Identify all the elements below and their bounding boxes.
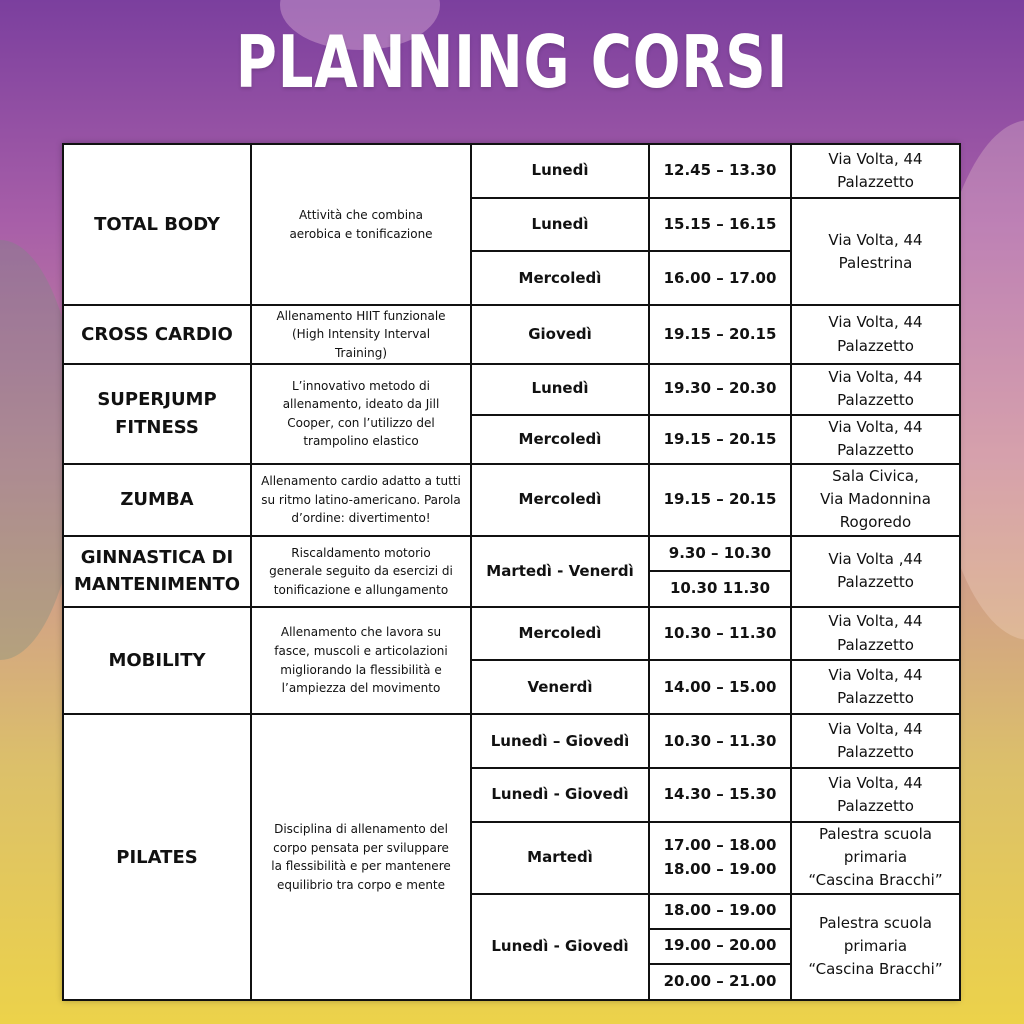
page-title: PLANNING CORSI <box>235 20 789 104</box>
session-place: Sala Civica, Via Madonnina Rogoredo <box>791 464 960 536</box>
session-time: 19.30 – 20.30 <box>649 364 791 415</box>
table-row <box>63 536 960 571</box>
session-time: 15.15 – 16.15 <box>649 198 791 251</box>
course-description: L’innovativo metodo di allenamento, ideato da Jill Cooper, con l’utilizzo del trampolino elastico <box>251 364 471 464</box>
course-name: SUPERJUMP FITNESS <box>63 364 251 464</box>
schedule-table <box>62 143 961 1001</box>
course-name: PILATES <box>63 714 251 1000</box>
schedule-sheet <box>62 143 959 1001</box>
session-place: Via Volta, 44 Palazzetto <box>791 768 960 821</box>
course-description: Riscaldamento motorio generale seguito da esercizi di tonificazione e allungamento <box>251 536 471 607</box>
session-place: Palestra scuola primaria “Cascina Bracchi” <box>791 894 960 1000</box>
session-place: Palestra scuola primaria “Cascina Bracchi” <box>791 822 960 894</box>
session-time: 19.15 – 20.15 <box>649 415 791 464</box>
session-place: Via Volta, 44 Palestrina <box>791 198 960 305</box>
session-place: Via Volta, 44 Palazzetto <box>791 607 960 660</box>
session-place: Via Volta, 44 Palazzetto <box>791 144 960 198</box>
course-description: Allenamento HIIT funzionale (High Intensity Interval Training) <box>251 305 471 363</box>
session-day: Mercoledì <box>471 415 649 464</box>
session-time: 10.30 – 11.30 <box>649 607 791 660</box>
course-description: Disciplina di allenamento del corpo pensata per sviluppare la flessibilità e per mantenere equilibrio tra corpo e mente <box>251 714 471 1000</box>
session-day: Venerdì <box>471 660 649 714</box>
session-day: Lunedì <box>471 198 649 251</box>
session-day: Martedì - Venerdì <box>471 536 649 607</box>
course-description: Allenamento che lavora su fasce, muscoli e articolazioni migliorando la flessibilità e l’ampiezza del movimento <box>251 607 471 714</box>
session-place: Via Volta, 44 Palazzetto <box>791 364 960 415</box>
session-time: 14.30 – 15.30 <box>649 768 791 821</box>
session-day: Lunedì - Giovedì <box>471 768 649 821</box>
session-time: 12.45 – 13.30 <box>649 144 791 198</box>
session-day: Lunedì - Giovedì <box>471 894 649 1000</box>
session-place: Via Volta, 44 Palazzetto <box>791 660 960 714</box>
session-time: 10.30 – 11.30 <box>649 714 791 768</box>
session-place: Via Volta, 44 Palazzetto <box>791 714 960 768</box>
table-row <box>63 607 960 660</box>
course-description: Allenamento cardio adatto a tutti su ritmo latino-americano. Parola d’ordine: divertimento! <box>251 464 471 536</box>
course-name: CROSS CARDIO <box>63 305 251 363</box>
session-time: 19.15 – 20.15 <box>649 464 791 536</box>
session-day: Mercoledì <box>471 607 649 660</box>
course-name: ZUMBA <box>63 464 251 536</box>
session-day: Lunedì – Giovedì <box>471 714 649 768</box>
session-time: 10.30 11.30 <box>649 571 791 607</box>
session-place: Via Volta ,44 Palazzetto <box>791 536 960 607</box>
course-description: Attività che combina aerobica e tonificazione <box>251 144 471 305</box>
session-time: 14.00 – 15.00 <box>649 660 791 714</box>
session-time: 18.00 – 19.00 <box>649 894 791 929</box>
session-place: Via Volta, 44 Palazzetto <box>791 415 960 464</box>
session-day: Martedì <box>471 822 649 894</box>
session-time: 20.00 – 21.00 <box>649 964 791 1000</box>
session-time: 9.30 – 10.30 <box>649 536 791 571</box>
table-row <box>63 464 960 536</box>
session-time: 19.00 – 20.00 <box>649 929 791 964</box>
session-day: Giovedì <box>471 305 649 363</box>
session-time: 17.00 – 18.00 18.00 – 19.00 <box>649 822 791 894</box>
session-day: Lunedì <box>471 144 649 198</box>
session-day: Lunedì <box>471 364 649 415</box>
session-time: 19.15 – 20.15 <box>649 305 791 363</box>
table-row <box>63 144 960 198</box>
table-row <box>63 364 960 415</box>
table-row <box>63 714 960 768</box>
session-time: 16.00 – 17.00 <box>649 251 791 305</box>
session-day: Mercoledì <box>471 464 649 536</box>
session-day: Mercoledì <box>471 251 649 305</box>
table-row <box>63 305 960 363</box>
session-place: Via Volta, 44 Palazzetto <box>791 305 960 363</box>
course-name: TOTAL BODY <box>63 144 251 305</box>
course-name: MOBILITY <box>63 607 251 714</box>
course-name: GINNASTICA DI MANTENIMENTO <box>63 536 251 607</box>
